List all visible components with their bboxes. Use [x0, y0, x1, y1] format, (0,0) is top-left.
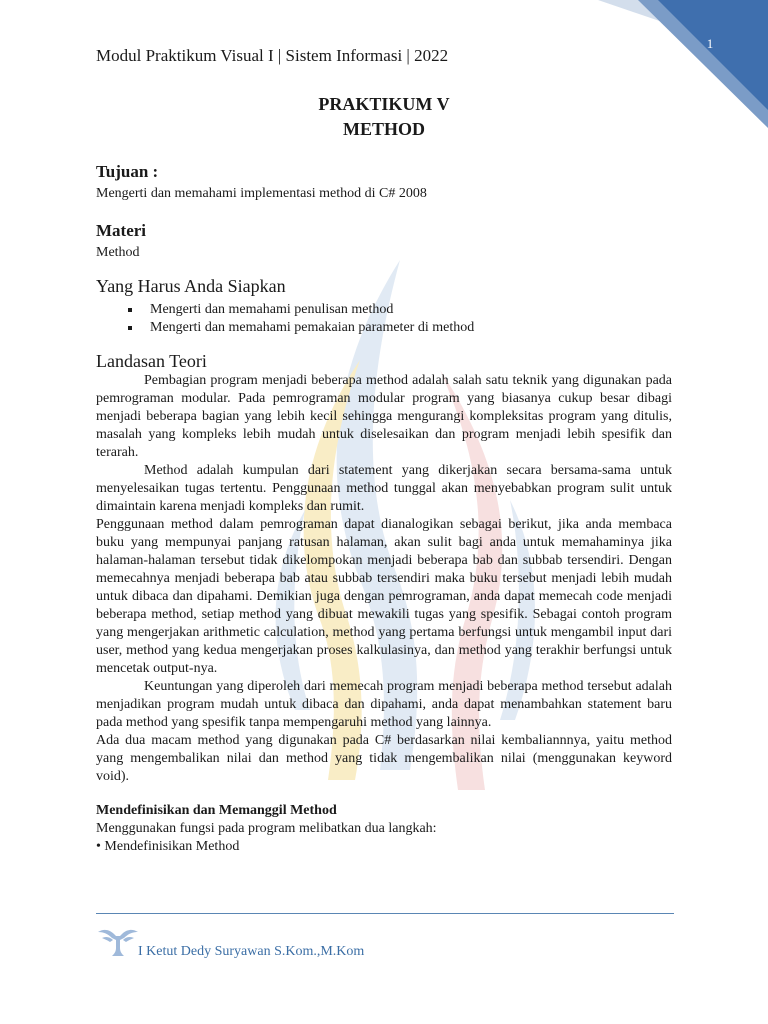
page-number: 1: [706, 36, 714, 51]
section-heading-siapkan: Yang Harus Anda Siapkan: [96, 276, 286, 296]
landasan-paragraph-5: Ada dua macam method yang digunakan pada C# berdasarkan nilai kembaliannnya, yaitu method yang mengembalikan nilai dan method yang tidak mengembalikan nilai (menggunakan keyword void).: [96, 733, 672, 784]
title-line-2: METHOD: [342, 119, 425, 139]
document-title: [0, 92, 768, 142]
running-header: Modul Praktikum Visual I | Sistem Informasi | 2022: [96, 46, 449, 65]
title-line-1: PRAKTIKUM V: [318, 94, 450, 114]
list-item: ▪ Mengerti dan memahami penulisan method: [142, 301, 672, 319]
mendefinisikan-bullet: • Mendefinisikan Method: [96, 839, 240, 854]
materi-text: Method: [96, 245, 140, 260]
section-heading-landasan: Landasan Teori: [96, 351, 207, 371]
section-heading-materi: Materi: [96, 221, 147, 240]
document-body: [96, 162, 672, 856]
list-item: ▪ Mengerti dan memahami pemakaian parameter di method: [142, 319, 672, 337]
mendefinisikan-text: Menggunakan fungsi pada program melibatkan dua langkah:: [96, 821, 437, 836]
section-heading-tujuan: Tujuan :: [96, 162, 159, 181]
landasan-paragraph-3: Penggunaan method dalam pemrograman dapat dianalogikan sebagai berikut, jika anda membaca buku yang mempunyai panjang ratusan halaman, akan sulit bagi anda untuk memahaminya jika halaman-halaman tersebut tidak dikelompokan menjadi beberapa bab dan subbab tersendiri. Dengan memecahnya menjadi beberapa bab atau subbab tersendiri maka buku tersebut menjadi lebih mudah untuk dibaca dan dipahami. Demikian juga dengan pemrograman, anda dapat memecah code menjadi beberapa method, setiap method yang dibuat mewakili tugas yang spesifik. Sebagai contoh program yang mengerjakan arithmetic calculation, method yang pertama berfungsi untuk mengambil input dari user, method yang kedua mengerjakan proses kalkulasinya, dan method yang terakhir berfungsi untuk mencetak output-nya.: [96, 517, 672, 676]
landasan-paragraph-1: Pembagian program menjadi beberapa method adalah salah satu teknik yang digunakan pada pemrograman modular. Pada pemrograman modular program yang biasanya cukup besar dibagi menjadi beberapa bagian yang lebih kecil sehingga mengurangi kompleksitas program yang ditulis, masalah yang kompleks lebih mudah untuk diselesaikan dan program menjadi lebih spesifik dan terarah.: [96, 373, 672, 460]
landasan-paragraph-4: Keuntungan yang diperoleh dari memecah program menjadi beberapa method tersebut adalah menjadikan program mudah untuk dibaca dan dipahami, anda dapat menambahkan statement baru pada method yang spesifik tanpa mempengaruhi method yang lainnya.: [96, 679, 672, 730]
landasan-paragraph-2: Method adalah kumpulan dari statement yang dikerjakan secara bersama-sama untuk menyelesaikan tugas tertentu. Penggunaan method tunggal akan menyebabkan program sulit untuk dimaintain karena menjadi kompleks dan rumit.: [96, 463, 672, 514]
footer-logo-icon: [96, 926, 140, 958]
tujuan-text: Mengerti dan memahami implementasi method di C# 2008: [96, 186, 427, 201]
footer-author: I Ketut Dedy Suryawan S.Kom.,M.Kom: [138, 944, 365, 959]
section-heading-mendefinisikan: Mendefinisikan dan Memanggil Method: [96, 803, 337, 818]
siapkan-list: [96, 301, 672, 337]
footer-divider: [96, 913, 674, 914]
